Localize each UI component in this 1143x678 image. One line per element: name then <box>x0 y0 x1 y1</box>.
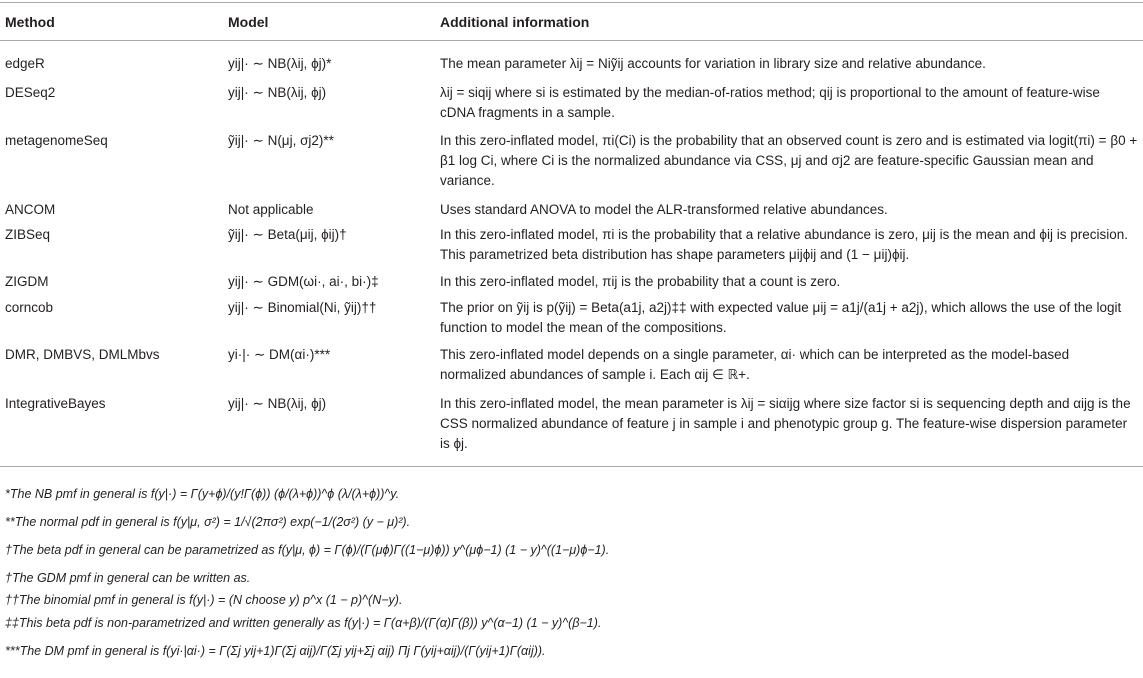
table-row-info: In this zero-inflated model, the mean parameter is λij = siαijg where size factor si is sequencing depth and αijg is the CSS normalized abundance of feature j in sample i and phenotypic group g. The feature-wise dispersion parameter is ϕj. <box>440 396 1131 451</box>
table-row-model: yij|· ∼ GDM(ωi·, ai·, bi·)‡ <box>228 274 379 289</box>
footnote-dm: ***The DM pmf in general is f(yi·|αi·) = Γ(Σj yij+1)Γ(Σj αij)/Γ(Σj yij+Σj αij) Πj Γ(yij+αij)/(Γ(yij+1)Γ(αij)). <box>5 644 546 658</box>
table-row-model: yi·|· ∼ DM(αi·)*** <box>228 347 331 362</box>
table-row-info: λij = siqij where si is estimated by the median-of-ratios method; qij is proportional to the amount of feature-wise cDNA fragments in a sample. <box>440 85 1100 120</box>
table-row-method: DMR, DMBVS, DMLMbvs <box>5 347 160 362</box>
header-rule <box>0 40 1143 41</box>
header-model: Model <box>228 14 269 30</box>
bottom-rule <box>0 466 1143 467</box>
table-row-model: yij|· ∼ NB(λij, ϕj) <box>228 396 327 411</box>
table-row-method: ZIBSeq <box>5 227 51 242</box>
footnote-gdm: †The GDM pmf in general can be written as. <box>5 571 251 585</box>
table-row-info: In this zero-inflated model, πi(Ci) is the probability that an observed count is zero and is estimated via logit(πi) = β0 + β1 log Ci, where Ci is the normalized abundance via CSS, μj and σj2 are feature-specific Gaussian mean and variance. <box>440 133 1138 188</box>
table-row-model: Not applicable <box>228 202 314 217</box>
footnote-nb: *The NB pmf in general is f(y|·) = Γ(y+ϕ)/(y!Γ(ϕ)) (ϕ/(λ+ϕ))^ϕ (λ/(λ+ϕ))^y. <box>5 487 400 501</box>
table-row-info: Uses standard ANOVA to model the ALR-transformed relative abundances. <box>440 202 888 217</box>
header-method: Method <box>5 14 55 30</box>
table-row-info: The prior on ỹij is p(ỹij) = Beta(a1j, a2j)‡‡ with expected value μij = a1j/(a1j + a2j), which allows the use of the logit function to model the mean of the compositions. <box>440 300 1122 335</box>
table-row-model: yij|· ∼ NB(λij, ϕj)* <box>228 56 332 71</box>
table-row-method: ANCOM <box>5 202 56 217</box>
table-row-method: ZIGDM <box>5 274 49 289</box>
footnote-beta: †The beta pdf in general can be parametrized as f(y|μ, ϕ) = Γ(ϕ)/(Γ(μϕ)Γ((1−μ)ϕ)) y^(μϕ−1) (1 − y)^((1−μ)ϕ−1). <box>5 543 610 557</box>
top-rule <box>0 2 1143 3</box>
table-row-method: DESeq2 <box>5 85 56 100</box>
table-row-model: yij|· ∼ Binomial(Ni, ỹij)†† <box>228 300 377 315</box>
table-row-method: metagenomeSeq <box>5 133 108 148</box>
footnote-normal: **The normal pdf in general is f(y|μ, σ²) = 1/√(2πσ²) exp(−1/(2σ²) (y − μ)²). <box>5 515 411 529</box>
header-additional-information: Additional information <box>440 14 590 30</box>
table-row-info: In this zero-inflated model, πij is the probability that a count is zero. <box>440 274 841 289</box>
table-row-method: corncob <box>5 300 54 315</box>
table-row-model: ỹij|· ∼ N(μj, σj2)** <box>228 133 334 148</box>
table-row-info: The mean parameter λij = Niỹij accounts for variation in library size and relative abundance. <box>440 56 986 71</box>
table-row-model: ỹij|· ∼ Beta(μij, ϕij)† <box>228 227 347 242</box>
footnote-beta-nonparametrized: ‡‡This beta pdf is non-parametrized and written generally as f(y|·) = Γ(α+β)/(Γ(α)Γ(β)) y^(α−1) (1 − y)^(β−1). <box>5 616 602 630</box>
table-row-method: IntegrativeBayes <box>5 396 106 411</box>
table-row-model: yij|· ∼ NB(λij, ϕj) <box>228 85 327 100</box>
table-row-info: This zero-inflated model depends on a single parameter, αi· which can be interpreted as the model-based normalized abundances of sample i. Each αij ∈ ℝ+. <box>440 347 1070 382</box>
table-row-method: edgeR <box>5 56 45 71</box>
footnote-binomial: ††The binomial pmf in general is f(y|·) = (N choose y) p^x (1 − p)^(N−y). <box>5 593 403 607</box>
table-row-info: In this zero-inflated model, πi is the probability that a relative abundance is zero, μij is the mean and ϕij is precision. This parametrized beta distribution has shape parameters μijϕij and (1 − μij)ϕij. <box>440 227 1128 262</box>
